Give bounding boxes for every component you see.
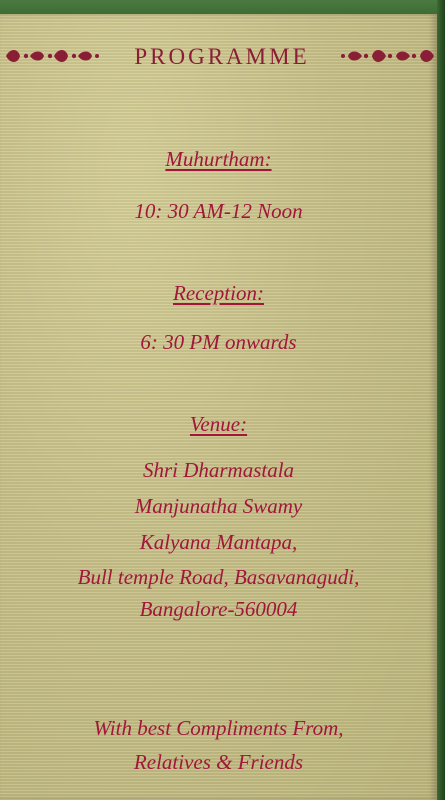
muhurtham-time: 10: 30 AM-12 Noon [134, 199, 303, 223]
venue-line-5: Bangalore-560004 [139, 597, 298, 621]
closing-line-1: With best Compliments From, [93, 716, 344, 740]
programme-title: PROGRAMME [134, 44, 310, 69]
venue-line-3: Kalyana Mantapa, [139, 530, 298, 554]
venue-label: Venue: [189, 412, 248, 436]
closing-line-2: Relatives & Friends [133, 750, 304, 774]
floral-ornament-left-icon [4, 44, 100, 68]
venue-line-2: Manjunatha Swamy [134, 494, 303, 518]
floral-ornament-right-icon [340, 44, 436, 68]
muhurtham-label: Muhurtham: [165, 147, 272, 171]
venue-line-1: Shri Dharmastala [142, 458, 295, 482]
invitation-card [0, 14, 437, 800]
card-header [0, 40, 437, 76]
venue-line-4: Bull temple Road, Basavanagudi, [77, 565, 360, 589]
reception-label: Reception: [173, 281, 264, 305]
reception-time: 6: 30 PM onwards [140, 330, 297, 354]
grass-edge [437, 0, 445, 800]
